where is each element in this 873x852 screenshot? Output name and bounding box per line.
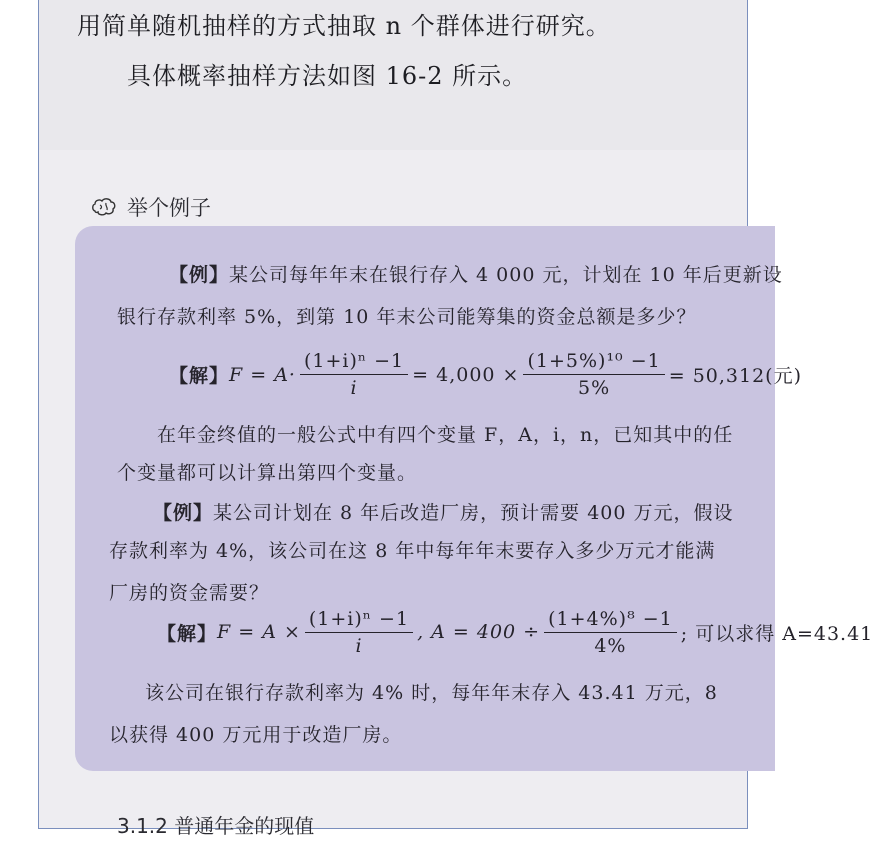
question-text: 某公司计划在 8 年后改造厂房，预计需要 400 万元，假设 [213, 502, 734, 524]
solution-tag: 【解】 [169, 365, 230, 387]
fraction [300, 350, 408, 399]
example2-question-line3: 厂房的资金需要？ [109, 582, 270, 604]
solution-tag: 【解】 [157, 622, 218, 645]
fraction [305, 608, 413, 657]
answer-line1: 该公司在银行存款利率为 4% 时，每年年末存入 43.41 万元，8 [145, 682, 718, 704]
fraction-denominator: 4% [594, 634, 627, 657]
fraction-denominator: i [350, 377, 358, 399]
formula-lhs: F = A × [217, 621, 301, 643]
example1-question-line2: 银行存款利率 5%，到第 10 年末公司能筹集的资金总额是多少？ [117, 306, 697, 328]
formula-result: = 50,312(元) [668, 365, 803, 387]
answer-line2: 以获得 400 万元用于改造厂房。 [109, 724, 403, 746]
example-tag: 【例】 [153, 502, 214, 524]
example2-question-line2: 存款利率为 4%，该公司在这 8 年中每年年末要存入多少万元才能满 [109, 540, 716, 562]
fraction-numerator: (1+4%)⁸ −1 [544, 608, 677, 633]
example2-question-line1 [153, 498, 734, 525]
body-text-line: 具体概率抽样方法如图 16-2 所示。 [127, 62, 528, 90]
fraction-denominator: i [355, 634, 363, 657]
brain-icon [91, 197, 117, 217]
fraction-numerator: (1+5%)¹⁰ −1 [523, 350, 664, 375]
example-heading [91, 192, 211, 222]
note-line2: 个变量都可以计算出第四个变量。 [117, 462, 418, 484]
formula-lhs: F = A· [229, 363, 296, 386]
formula-mid: = 4,000 × [412, 363, 520, 386]
example-card [75, 226, 873, 771]
fraction [544, 608, 677, 657]
top-text-block [39, 0, 747, 150]
formula-mid: , A = 400 ÷ [417, 621, 541, 643]
example-tag: 【例】 [169, 264, 230, 286]
book-page [38, 0, 873, 838]
fraction [523, 350, 664, 399]
fraction-numerator: (1+i)ⁿ −1 [305, 608, 413, 633]
fraction-numerator: (1+i)ⁿ −1 [300, 350, 408, 375]
fraction-denominator: 5% [578, 377, 611, 399]
example2-solution [157, 600, 873, 664]
note-line1: 在年金终值的一般公式中有四个变量 F，A，i，n，已知其中的任 [157, 424, 734, 446]
example1-question-line1 [169, 260, 783, 287]
question-text: 某公司每年年末在银行存入 4 000 元，计划在 10 年后更新设 [229, 264, 783, 286]
body-text-line: 用简单随机抽样的方式抽取 n 个群体进行研究。 [77, 12, 611, 40]
section-title: 3.1.2 普通年金的现值 [117, 814, 315, 838]
example-heading-label: 举个例子 [127, 196, 211, 220]
formula-result: ; 可以求得 A=43.41 [680, 622, 873, 645]
example1-solution [169, 350, 802, 399]
